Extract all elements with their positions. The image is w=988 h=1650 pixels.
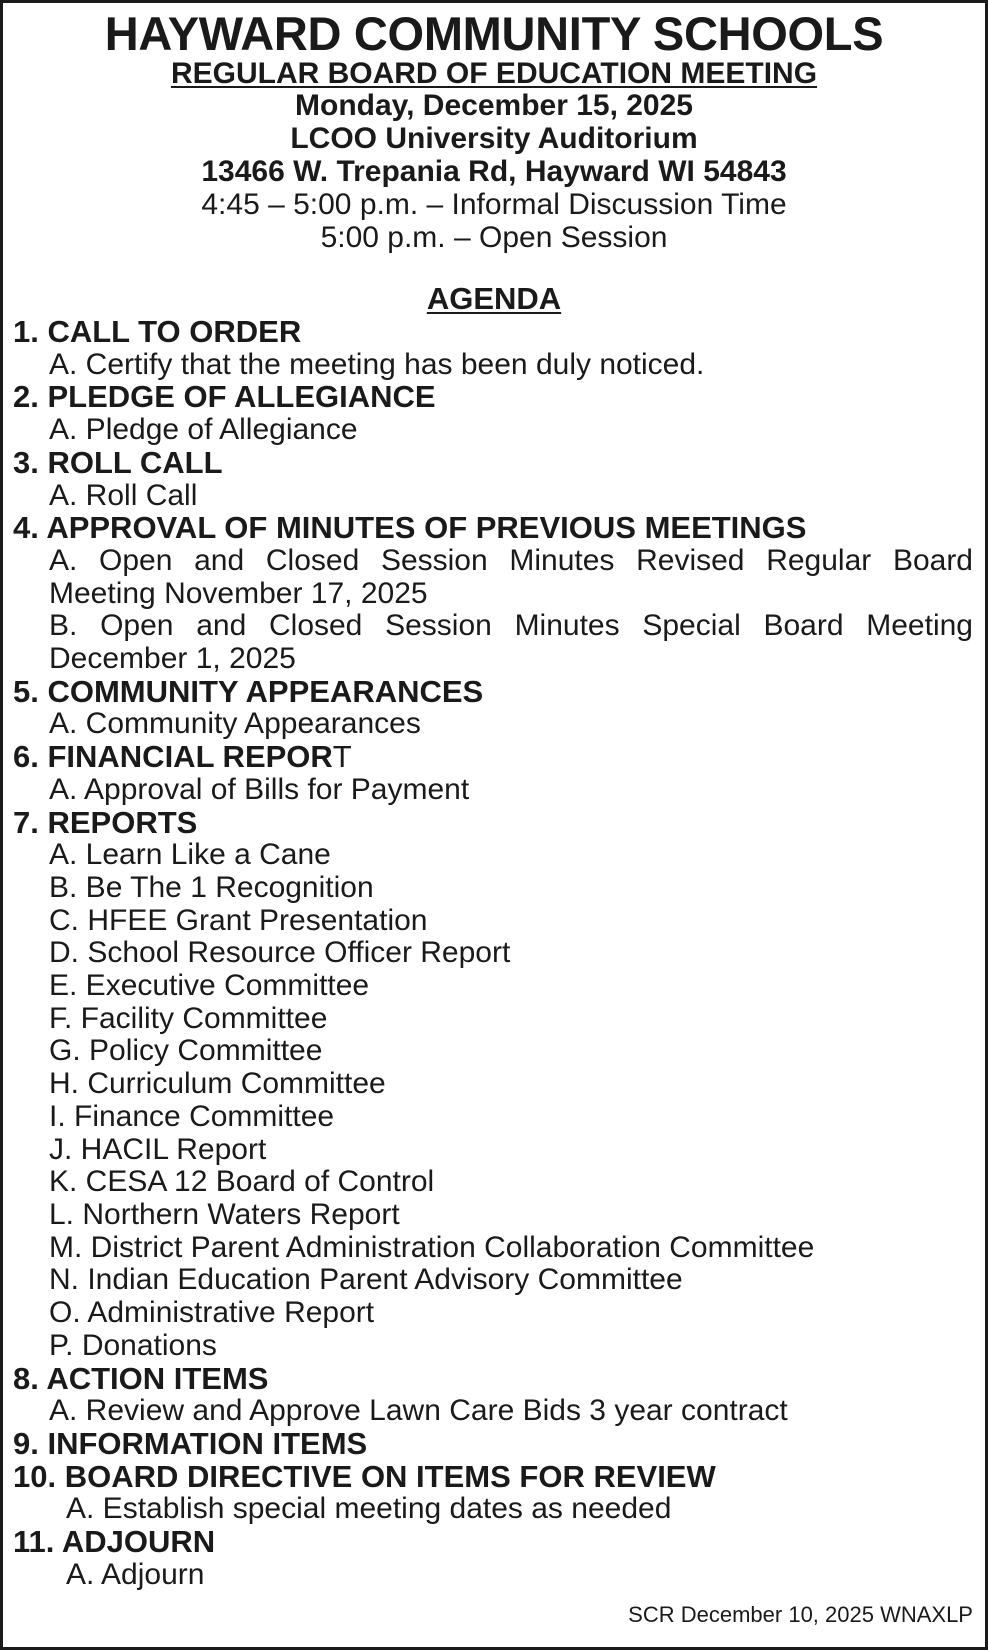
agenda-item: D. School Resource Officer Report [49, 936, 511, 970]
agenda-item: F. Facility Committee [49, 1001, 328, 1035]
meeting-address: 13466 W. Trepania Rd, Hayward WI 54843 [201, 155, 787, 188]
agenda-item: A. Learn Like a Cane [49, 838, 331, 872]
section-heading: 7. REPORTS [13, 804, 198, 840]
agenda-item: M. District Parent Administration Collaboration Committee [49, 1230, 815, 1264]
informal-discussion-time: 4:45 – 5:00 p.m. – Informal Discussion Time [201, 188, 787, 221]
agenda-item: A. Review and Approve Lawn Care Bids 3 year contract [49, 1394, 788, 1428]
agenda-item: A. Roll Call [49, 478, 198, 512]
section-heading: 3. ROLL CALL [13, 444, 223, 480]
agenda-item: A. Establish special meeting dates as needed [66, 1492, 672, 1526]
notice-header [3, 3, 985, 254]
agenda-item: A. Community Appearances [49, 707, 421, 741]
agenda-item: A. Open and Closed Session Minutes Revised Regular Board Meeting November 17, 2025 [49, 543, 973, 610]
agenda-item: G. Policy Committee [49, 1034, 323, 1068]
school-district-title: HAYWARD COMMUNITY SCHOOLS [104, 7, 884, 60]
section-heading: 8. ACTION ITEMS [13, 1360, 269, 1396]
meeting-type: REGULAR BOARD OF EDUCATION MEETING [170, 57, 818, 90]
meeting-date: Monday, December 15, 2025 [295, 89, 693, 122]
section-heading: 4. APPROVAL OF MINUTES OF PREVIOUS MEETINGS [13, 510, 807, 546]
section-heading-text: 6. FINANCIAL REPOR [13, 739, 333, 775]
open-session-time: 5:00 p.m. – Open Session [320, 221, 668, 254]
agenda-item: H. Curriculum Committee [49, 1067, 386, 1101]
agenda-item: A. Certify that the meeting has been duly noticed. [49, 347, 705, 381]
section-heading: 5. COMMUNITY APPEARANCES [13, 673, 484, 709]
section-heading-tail: T [332, 739, 352, 775]
agenda-item: J. HACIL Report [49, 1132, 267, 1166]
publication-footer: SCR December 10, 2025 WNAXLP [628, 1602, 973, 1627]
section-heading: 10. BOARD DIRECTIVE ON ITEMS FOR REVIEW [13, 1458, 716, 1494]
agenda-list [3, 316, 985, 1591]
agenda-item: A. Adjourn [66, 1557, 205, 1591]
agenda-item: C. HFEE Grant Presentation [49, 903, 428, 937]
agenda-item: A. Pledge of Allegiance [49, 413, 358, 447]
agenda-item: N. Indian Education Parent Advisory Committee [49, 1263, 683, 1297]
section-heading: 2. PLEDGE OF ALLEGIANCE [13, 379, 436, 415]
section-heading-financial [13, 741, 973, 774]
agenda-heading: AGENDA [426, 281, 562, 316]
agenda-item: P. Donations [49, 1328, 217, 1362]
agenda-item: L. Northern Waters Report [49, 1197, 400, 1231]
agenda-item: O. Administrative Report [49, 1296, 375, 1330]
section-heading: 1. CALL TO ORDER [13, 314, 302, 349]
agenda-item: B. Be The 1 Recognition [49, 870, 374, 904]
agenda-item: B. Open and Closed Session Minutes Special Board Meeting December 1, 2025 [49, 609, 973, 676]
agenda-item: I. Finance Committee [49, 1099, 335, 1133]
agenda-item: K. CESA 12 Board of Control [49, 1165, 435, 1199]
meeting-venue: LCOO University Auditorium [290, 122, 698, 155]
section-heading: 9. INFORMATION ITEMS [13, 1425, 368, 1461]
section-heading: 11. ADJOURN [13, 1524, 216, 1560]
agenda-item: A. Approval of Bills for Payment [49, 772, 470, 806]
agenda-item: E. Executive Committee [49, 969, 370, 1003]
